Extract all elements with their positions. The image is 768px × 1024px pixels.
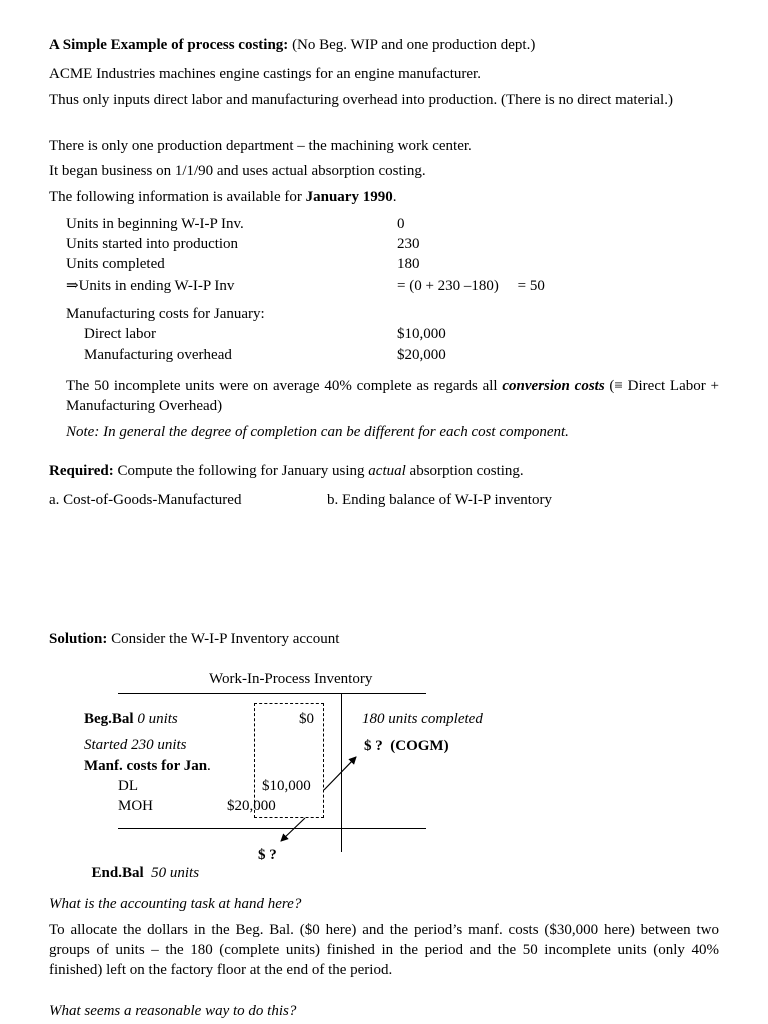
end-bal-label: End.Bal: [91, 865, 144, 881]
moh-value: $20,000: [227, 798, 276, 814]
units-row-value: = (0 + 230 –180) = 50: [397, 278, 545, 294]
units-row-label: Units completed: [66, 256, 165, 272]
required-label: Required:: [49, 463, 114, 479]
intro-paragraph-4: It began business on 1/1/90 and uses actual absorption costing.: [49, 163, 426, 179]
cost-row-label: Direct labor: [84, 326, 157, 342]
units-row-label: ⇒Units in ending W-I-P Inv: [66, 278, 235, 294]
dl-label: DL: [118, 778, 138, 794]
intro-paragraph-2: Thus only inputs direct labor and manufacturing overhead into production. (There is no direct material.): [49, 92, 673, 108]
end-bal-value: $ ?: [258, 847, 277, 863]
required-text-end: absorption costing.: [405, 463, 524, 479]
manf-costs-dot: .: [207, 758, 211, 774]
completion-note: Note: In general the degree of completion can be different for each cost component.: [66, 424, 569, 440]
p5-bold-date: January 1990: [305, 189, 393, 205]
arrow-to-end-bal: [281, 818, 305, 841]
units-row-label: Units started into production: [66, 236, 239, 252]
heading-note: (No Beg. WIP and one production dept.): [288, 37, 536, 53]
beg-bal-label: Beg.Bal: [84, 711, 134, 727]
solution-text: Consider the W-I-P Inventory account: [107, 631, 340, 647]
completion-text: The 50 incomplete units were on average 40% complete as regards all: [66, 378, 503, 394]
beg-bal-units: 0 units: [133, 711, 178, 727]
intro-paragraph-3: There is only one production department – the machining work center.: [49, 138, 472, 154]
p5-text: The following information is available for: [49, 189, 306, 205]
moh-label: MOH: [118, 798, 154, 814]
cogm-value: $ ? (COGM): [364, 738, 449, 754]
t-account-title: Work-In-Process Inventory: [209, 671, 373, 687]
units-row-value: 230: [397, 236, 420, 252]
conversion-costs-term: conversion costs: [502, 378, 605, 394]
beg-bal-value: $0: [299, 711, 314, 727]
units-row-label: Units in beginning W-I-P Inv.: [66, 216, 244, 232]
closing-paragraph: To allocate the dollars in the Beg. Bal. ($0 here) and the period’s manf. costs ($30,000 here) between two groups of units – the 180 (complete units) finished in the period and the 50 incomplete units (only 40% finished) left on the factory floor at the end of the period.: [49, 922, 719, 978]
units-row-value: 180: [397, 256, 420, 272]
p5-period: .: [392, 189, 397, 205]
intro-paragraph-1: ACME Industries machines engine castings for an engine manufacturer.: [49, 66, 481, 82]
question-reasonable-way: What seems a reasonable way to do this?: [49, 1003, 297, 1019]
required-item-b: b. Ending balance of W-I-P inventory: [327, 492, 552, 508]
heading-bold: A Simple Example of process costing:: [49, 37, 289, 53]
costs-heading: Manufacturing costs for January:: [66, 306, 265, 322]
completion-definition: (≡ Direct Labor + Manufacturing Overhead): [66, 378, 719, 414]
dl-value: $10,000: [262, 778, 311, 794]
cost-row-value: $10,000: [397, 326, 446, 342]
question-accounting-task: What is the accounting task at hand here?: [49, 896, 302, 912]
cost-row-label: Manufacturing overhead: [84, 347, 232, 363]
started-units: Started 230 units: [84, 737, 187, 753]
cost-row-value: $20,000: [397, 347, 446, 363]
required-text: Compute the following for January using: [113, 463, 369, 479]
units-row-value: 0: [397, 216, 405, 232]
solution-label: Solution:: [49, 631, 108, 647]
required-italic: actual: [368, 463, 406, 479]
end-bal-units: 50 units: [143, 865, 200, 881]
arrow-to-cogm: [324, 757, 356, 790]
units-completed: 180 units completed: [362, 711, 483, 727]
required-item-a: a. Cost-of-Goods-Manufactured: [49, 492, 242, 508]
manf-costs-label: Manf. costs for Jan: [84, 758, 208, 774]
